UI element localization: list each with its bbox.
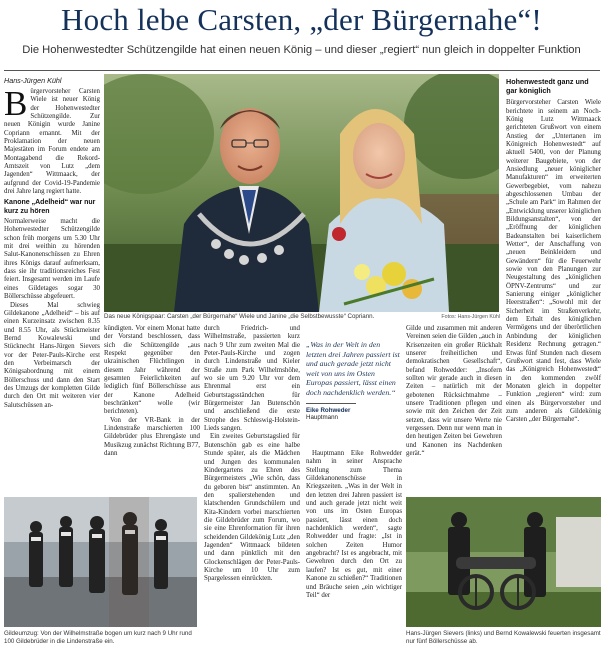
column-4 <box>306 450 402 600</box>
sidebar-text <box>506 99 601 424</box>
column-5 <box>406 325 502 459</box>
col1-paragraph-2: Dieses Mal schwieg Gildekanone „Adelheid“ – bis auf einen Kurzeinsatz zwischen 8.35 und 8.55 Uhr, als Stückmeister Bernd Kowalewski und Stücknecht Hans-Jürgen Sievers vor der Peter-Pauls-Kirche erst den Verbeimarsch der Königsabordnung mit einem Böllerschuss und dann den Start des Umzugs der kompletten Gilde durch den Ort mit weiteren vier Salutschüssen an- <box>4 301 100 409</box>
quote-author-role: Hauptmann <box>306 414 338 422</box>
main-photo-caption: Das neue Königspaar: Carsten „der Bürgernahe“ Wiele und Janine „die Selbstbewusste“ Copriann. <box>104 313 375 320</box>
main-photo <box>104 74 499 312</box>
subhead-kanone: Kanone „Adelheid“ war nur kurz zu hören <box>4 199 96 215</box>
parade-photo-caption: Gildeumzug: Von der Wilhelmstraße bogen um kurz nach 9 Uhr rund 100 Gildebrüder in die Lindenstraße ein. <box>4 630 192 645</box>
pull-quote <box>306 340 402 422</box>
sidebar-paragraph: Bürgervorsteher Carsten Wiele berichtete in seinem an Noch-König Lutz Wittmaack gerichteten Grußwort von einem Anstieg der „Untertanen im Königreich Hohenwestedt“ auf aktuell 5400, von der Planung weiterer Baugebiete, von der Ansiedlung „neuer königlicher Manufakturen“ im erweiterten Gewerbegebiet, vom nahezu abgeschlossenen Umbau der „Schule am Park“ im Rahmen der „Entwicklung unserer königlichen Bildungsanstalten“, von der „Eröffnung der königlichen Badeanstalten bei kaiserlichem Wetter“, der Anschaffung von „neuen Beinkleidern und Gewändern“ für die Feuerwehr sowie von den Planungen zur Neugestaltung des „königlichen ÖPNV-Zentrums“ und zur Sanierung einiger „königlicher Heerstraßen“: „Sowohl mit der Sicherheit im Straßenverkehr, dem Erhalt des königlichen Vermögens und der überörtlichen Anbindung der königlichen Residenz Rechnung getragen.“ Etwas fünf Stunden nach diesem Grußwort stand fest, dass Wiele das „Königreich Hohenwestedt“ in den kommenden zwölf Monaten gleich in doppelter Funktion „regieren“ wird: zum einen als Bürgervorsteher und zum anderen als Gildekönig Carsten „der Bürgernahe“. <box>506 99 601 424</box>
quote-author: Eike Rohweder <box>306 406 351 414</box>
col3-paragraph-2: Ein zweites Geburtstagslied für Butenschön gab es eine halbe Stunde später, als die Mädchen und Jungen des kommunalen Kindergartens zu Ehren des Bürgermeisters „Wie schön, dass du geboren bist“ anstimmten. An den spalierstehenden und klatschenden Grundschülern und Kita-Kindern vorbei marschierten die Gildebrüder zum Forum, wo sie eine Ehrenformation für ihren scheidenden Gildekönig Lutz „den Jagenden“ Wittmaack bildeten und dann pünktlich mit den Glockenschlägen der Peter-Pauls-Kirche um 10 Uhr zum Spargelessen einrückten. <box>204 433 300 583</box>
column-1 <box>4 84 100 410</box>
cannon-photo-caption: Hans-Jürgen Sievers (links) und Bernd Kowalewski feuerten insgesamt nur fünf Böllerschüsse ab. <box>406 630 601 645</box>
sidebar-heading: Hohenwestedt ganz und gar königlich <box>506 77 589 95</box>
cannon-image <box>406 497 601 627</box>
column-2 <box>104 325 200 459</box>
royal-couple-photo <box>104 74 499 312</box>
column-3 <box>204 325 300 584</box>
pull-quote-text: „Was in der Welt in den letzten drei Jahren passiert ist und auch gerade jetzt nicht weit von uns im Osten Europas passiert, lässt einen doch nachdenklich werden.“ <box>306 340 400 397</box>
parade-image <box>4 497 197 627</box>
intro-text: ürgervorsteher Carsten Wiele ist neuer König der Hohenwestedter Schützengilde. Zur neuen Königin wurde Janine Copriann ernannt. Mit der Proklamation der neuen Majestäten im Forum endete am Montagabend die Rekord-Amtszeit von Lutz „dem Jagenden“ Wittmaack, der aufgrund der Covid-19-Pandemie drei Jahre lang regiert hatte. <box>4 88 100 196</box>
col2-paragraph-1: kündigten. Vor einem Monat hatte der Vorstand beschlossen, dass sich die Schützengilde „aus Respekt gegenüber den ukrainischen Flüchtlingen in diesem Jahr während der gesamten Feierlichkeiten auf lediglich fünf Böllerschüsse aus der Kanone Adelheid beschränken“ wolle (wir berichteten). <box>104 325 200 416</box>
cannon-photo <box>406 497 601 627</box>
parade-photo <box>4 497 197 627</box>
byline: Hans-Jürgen Kühl <box>4 76 62 85</box>
quote-rule <box>306 403 356 404</box>
col4-paragraph: Hauptmann Eike Rohwedder nahm in seiner Ansprache Stellung zum Thema Gildekanonenschüsse in Kriegszeiten. „Was in der Welt in den letzten drei Jahren passiert ist und auch gerade jetzt nicht weit von uns im Osten Europas passiert, lässt einen doch nachdenklich werden“, sagte Rohwedder und fragte: „Ist in solchen Zeiten Humor angebracht? Ist es angebracht, mit Gewehren durch den Ort zu laufen? Ist es gut, mit einer Kanone zu schießen?“ Traditionen und Bräuche seien „ein wichtiger Teil“ der <box>306 450 402 599</box>
col3-paragraph-1: durch Friedrich- und Wilhelmstraße, passierten kurz nach 9 Uhr zum zweiten Mal die Peter-Pauls-Kirche und zogen durch Lindenstraße und Kieler Straße zum Park Wilhelmshöhe, wo sie um 9.20 Uhr vor dem Ehrenmal erst ein Geburtstagsständchen für Bürgermeister Jan Butenschön und anschließend die erste Strophe des Schleswig-Holstein-Lieds sangen. <box>204 325 300 433</box>
col1-paragraph-1: Normalerweise macht die Hohenwestedter Schützengilde schon früh morgens um 5.30 Uhr mit drei weithin zu hörenden Salut-Kanonenschüssen zu Ehren ihres Königs darauf aufmerksam, dass sie ihr traditionsreiches Fest feiert. Insgesamt werden im Laufe eines Gildetages sogar 30 Böllerschüsse abgefeuert. <box>4 218 100 301</box>
subheadline: Die Hohenwestedter Schützengilde hat einen neuen König – und dieser „regiert“ nun gleich in doppelter Funktion <box>22 44 581 56</box>
header-rule <box>4 70 600 71</box>
dropcap-letter: B <box>4 84 28 123</box>
col5-paragraph: Gilde und zusammen mit anderen Vereinen seien die Gilden „auch in Krisenzeiten ein großer Rückhalt unserer freiheitlichen und demokratischen Gesellschaft“, befand Rohwedder: „Insofern sollten wir gerade auch in diesen Zeiten – natürlich mit der gebotenen Rücksichtnahme – unsere Traditionen pflegen und sowie mit den Zeichen der Zeit setzen, dass wir unsere Werte nie vergessen. Denn nur wenn man in den heutigen Zeiten bei Gewehren und Kanonen ins Nachdenken gerät.“ <box>406 325 502 458</box>
col2-paragraph-2: Von der VR-Bank in der Lindenstraße marschierten 100 Gildebrüder plus Ehrengäste und Musikzug zunächst Richtung B77, dann <box>104 416 200 458</box>
photo-credit: Fotos: Hans-Jürgen Kühl <box>441 314 500 320</box>
sidebar-box <box>506 78 601 425</box>
headline: Hoch lebe Carsten, „der Bürgernahe“! <box>61 2 542 37</box>
